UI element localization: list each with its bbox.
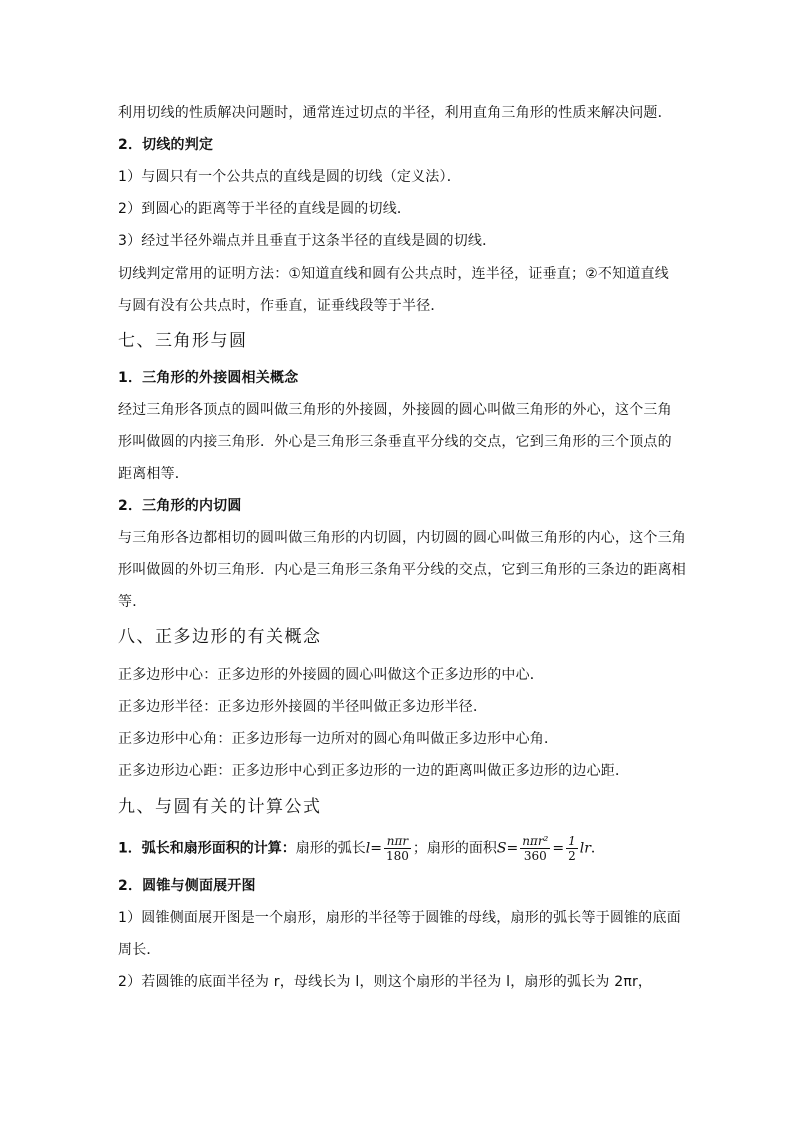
formula-end: ．: [590, 840, 605, 857]
section-heading: 八、正多边形的有关概念: [118, 627, 322, 647]
section-heading: 九、与圆有关的计算公式: [118, 797, 322, 817]
formula-title: 1．弧长和扇形面积的计算：: [118, 840, 296, 857]
fraction-half: [566, 834, 578, 863]
text-line: 2）若圆锥的底面半径为 r，母线长为 l，则这个扇形的半径为 l，扇形的弧长为 2πr，: [118, 974, 653, 990]
formula-text: 扇形的弧长: [295, 840, 366, 857]
text-line: 经过三角形各顶点的圆叫做三角形的外接圆，外接圆的圆心叫做三角形的外心，这个三角: [118, 402, 672, 418]
fraction-numerator: nπr: [384, 834, 411, 849]
text-line: 2）到圆心的距离等于半径的直线是圆的切线．: [118, 201, 412, 217]
text-line: 正多边形中心角：正多边形每一边所对的圆心角叫做正多边形中心角．: [118, 731, 559, 747]
section-heading: 七、三角形与圆: [118, 331, 248, 351]
formula-symbol: lr: [579, 840, 591, 857]
text-line: 1）与圆只有一个公共点的直线是圆的切线（定义法）．: [118, 169, 461, 185]
formula-symbol: S=: [496, 840, 519, 857]
subsection-title: 1．三角形的外接圆相关概念: [118, 370, 299, 386]
fraction-sector-area: [520, 834, 550, 863]
subsection-title: 2．圆锥与侧面展开图: [118, 878, 256, 894]
fraction-denominator: 360: [523, 849, 547, 863]
fraction-arc-length: [384, 834, 411, 863]
fraction-numerator: 1: [568, 834, 576, 848]
text-line: 等．: [118, 594, 147, 610]
text-line: 与圆有没有公共点时，作垂直，证垂线段等于半径．: [118, 298, 445, 314]
fraction-numerator: nπr²: [522, 834, 549, 848]
text-line: 与三角形各边都相切的圆叫做三角形的内切圆，内切圆的圆心叫做三角形的内心，这个三角: [118, 530, 686, 546]
formula-symbol: l=: [365, 840, 382, 857]
text-line: 切线判定常用的证明方法：①知道直线和圆有公共点时，连半径，证垂直；②不知道直线: [118, 266, 669, 282]
text-line: 正多边形中心：正多边形的外接圆的圆心叫做这个正多边形的中心．: [118, 667, 544, 683]
fraction-denominator: 2: [568, 849, 576, 863]
text-line: 正多边形边心距：正多边形中心到正多边形的一边的距离叫做正多边形的边心距．: [118, 763, 630, 779]
text-line: 利用切线的性质解决问题时，通常连过切点的半径，利用直角三角形的性质来解决问题．: [118, 105, 672, 121]
text-line: 周长．: [118, 942, 161, 958]
formula-line: [118, 834, 605, 863]
formula-text: ；扇形的面积: [412, 840, 497, 857]
formula-equals: =: [552, 840, 565, 857]
subsection-title: 2．三角形的内切圆: [118, 498, 242, 514]
text-line: 正多边形半径：正多边形外接圆的半径叫做正多边形半径．: [118, 699, 488, 715]
subsection-title: 2．切线的判定: [118, 137, 214, 153]
text-line: 距离相等．: [118, 466, 189, 482]
fraction-denominator: 180: [385, 849, 409, 863]
text-line: 形叫做圆的外切三角形．内心是三角形三条角平分线的交点，它到三角形的三条边的距离相: [118, 562, 686, 578]
text-line: 形叫做圆的内接三角形．外心是三角形三条垂直平分线的交点，它到三角形的三个顶点的: [118, 434, 672, 450]
text-line: 1）圆锥侧面展开图是一个扇形，扇形的半径等于圆锥的母线，扇形的弧长等于圆锥的底面: [118, 910, 681, 926]
text-line: 3）经过半径外端点并且垂直于这条半径的直线是圆的切线．: [118, 233, 497, 249]
